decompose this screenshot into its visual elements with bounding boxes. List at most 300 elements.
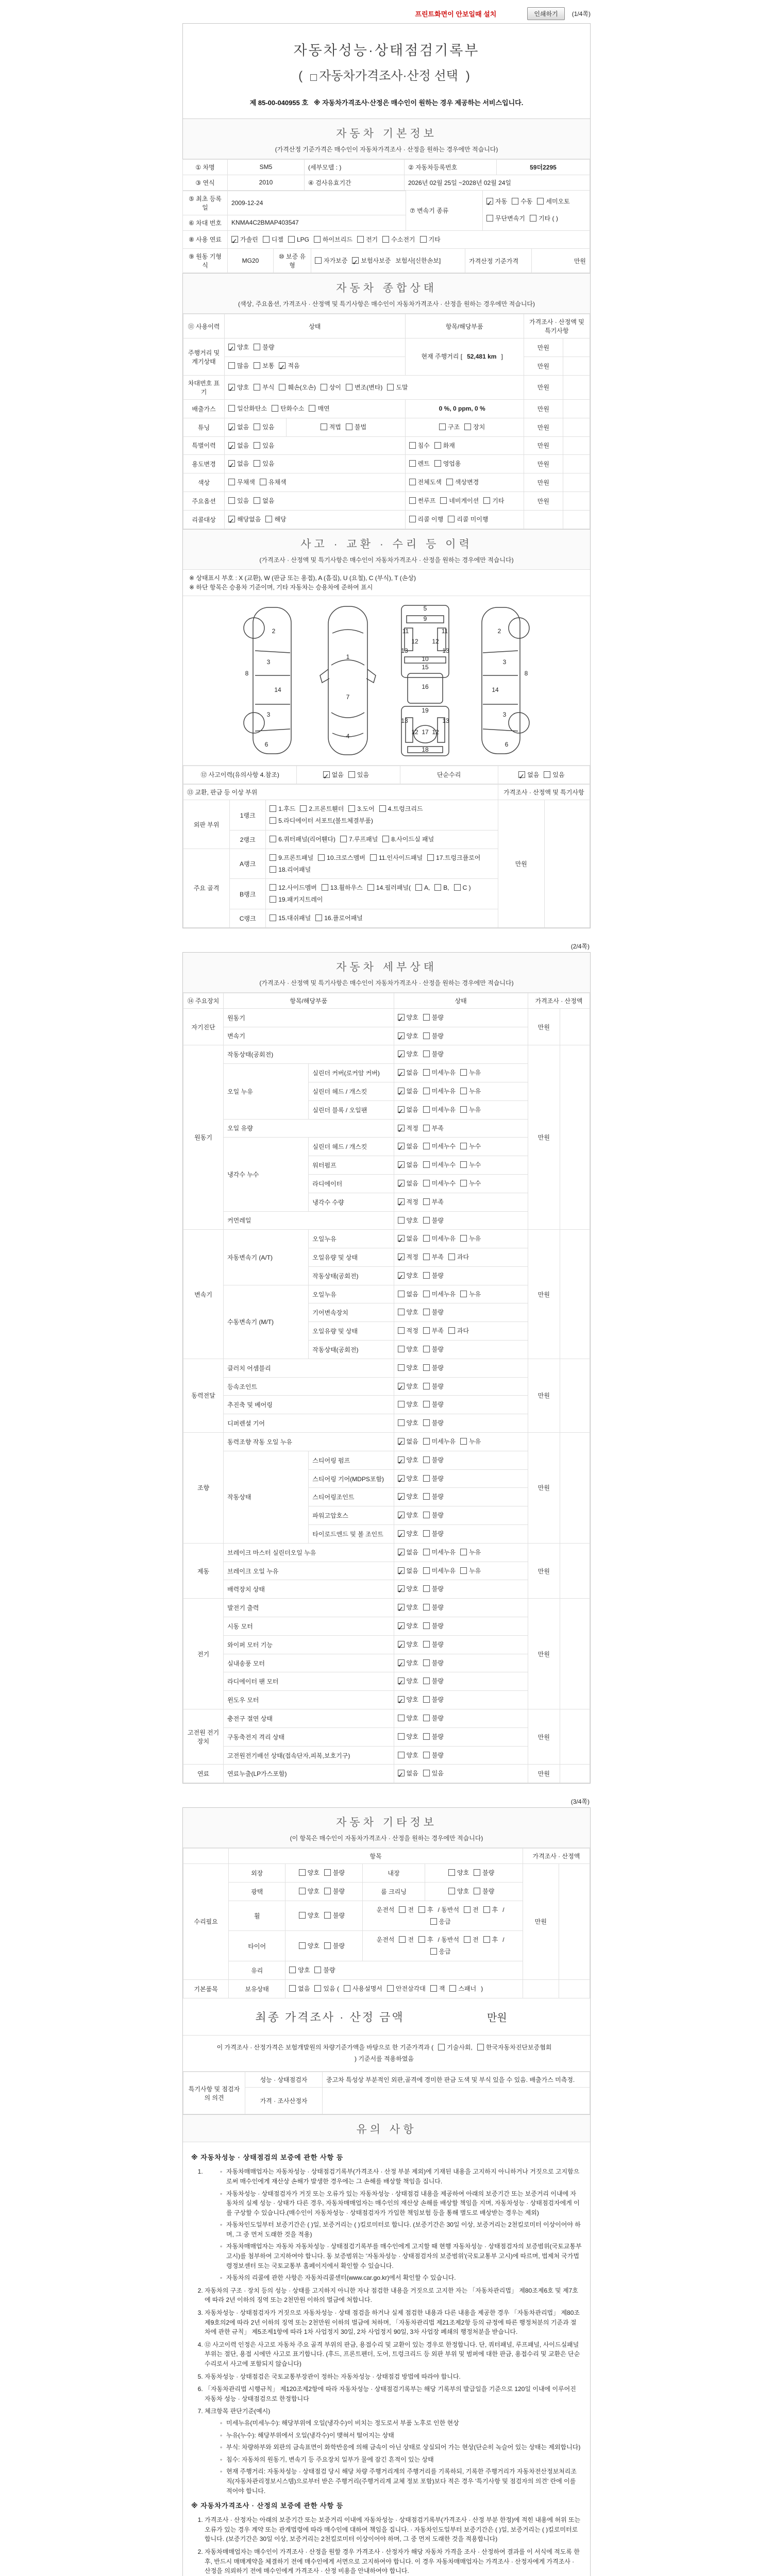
- checkbox-unchecked[interactable]: [448, 1869, 455, 1876]
- checkbox-unchecked[interactable]: [346, 423, 352, 430]
- checkbox-option[interactable]: [228, 495, 249, 507]
- checkbox-option[interactable]: [423, 1159, 456, 1171]
- checkbox-option[interactable]: [427, 852, 480, 864]
- checkbox-option[interactable]: [309, 403, 329, 415]
- checkbox-option[interactable]: [254, 382, 274, 394]
- checkbox-option[interactable]: [299, 1940, 320, 1952]
- checkbox-option[interactable]: [398, 1731, 418, 1743]
- checkbox-option[interactable]: [423, 1362, 444, 1374]
- checkbox-checked[interactable]: [398, 1253, 405, 1260]
- checkbox-option[interactable]: [430, 1946, 451, 1958]
- checkbox-unchecked[interactable]: [423, 1733, 430, 1740]
- checkbox-unchecked[interactable]: [272, 405, 278, 412]
- checkbox-option[interactable]: [518, 769, 539, 781]
- checkbox-unchecked[interactable]: [423, 1659, 430, 1666]
- checkbox-option[interactable]: [398, 1104, 418, 1116]
- checkbox-checked[interactable]: [398, 1530, 405, 1537]
- checkbox-unchecked[interactable]: [254, 460, 260, 467]
- checkbox-option[interactable]: [367, 882, 411, 894]
- checkbox-unchecked[interactable]: [460, 1106, 467, 1113]
- checkbox-unchecked[interactable]: [324, 1888, 331, 1894]
- checkbox-option[interactable]: [398, 1030, 418, 1042]
- checkbox-option[interactable]: [265, 514, 286, 526]
- checkbox-unchecked[interactable]: [322, 884, 328, 891]
- checkbox-option[interactable]: [346, 421, 366, 433]
- checkbox-option[interactable]: [398, 1362, 418, 1374]
- checkbox-checked[interactable]: [228, 460, 235, 467]
- checkbox-unchecked[interactable]: [398, 1419, 405, 1426]
- checkbox-option[interactable]: [423, 1731, 444, 1743]
- checkbox-option[interactable]: [270, 852, 313, 864]
- checkbox-option[interactable]: [423, 1067, 456, 1079]
- checkbox-unchecked[interactable]: [228, 479, 235, 485]
- checkbox-unchecked[interactable]: [423, 1143, 430, 1149]
- checkbox-checked[interactable]: [398, 1125, 405, 1131]
- checkbox-unchecked[interactable]: [418, 1906, 425, 1913]
- checkbox-option[interactable]: [398, 1381, 418, 1393]
- checkbox-option[interactable]: [398, 1491, 418, 1503]
- checkbox-option[interactable]: [460, 1233, 481, 1245]
- checkbox-unchecked[interactable]: [423, 1604, 430, 1611]
- checkbox-checked[interactable]: [398, 1198, 405, 1205]
- checkbox-option[interactable]: [423, 1750, 444, 1761]
- checkbox-option[interactable]: [228, 382, 249, 394]
- checkbox-option[interactable]: [460, 1067, 481, 1079]
- checkbox-unchecked[interactable]: [409, 497, 416, 504]
- checkbox-option[interactable]: [398, 1086, 418, 1097]
- checkbox-option[interactable]: [434, 882, 449, 894]
- checkbox-option[interactable]: [387, 382, 408, 394]
- checkbox-option[interactable]: [460, 1086, 481, 1097]
- checkbox-option[interactable]: [344, 1983, 382, 1995]
- checkbox-option[interactable]: [321, 382, 341, 394]
- checkbox-option[interactable]: [423, 1325, 444, 1337]
- checkbox-unchecked[interactable]: [474, 1888, 480, 1894]
- checkbox-checked[interactable]: [398, 1475, 405, 1482]
- checkbox-unchecked[interactable]: [318, 854, 325, 861]
- checkbox-option[interactable]: [300, 803, 344, 815]
- checkbox-unchecked[interactable]: [423, 1512, 430, 1518]
- checkbox-option[interactable]: [474, 1867, 494, 1879]
- checkbox-unchecked[interactable]: [438, 2044, 445, 2050]
- checkbox-unchecked[interactable]: [299, 1912, 306, 1919]
- checkbox-option[interactable]: [228, 403, 267, 415]
- checkbox-option[interactable]: [398, 1454, 418, 1466]
- checkbox-option[interactable]: [460, 1436, 481, 1448]
- checkbox-option[interactable]: [398, 1233, 418, 1245]
- checkbox-option[interactable]: [299, 1867, 320, 1879]
- checkbox-option[interactable]: [228, 360, 249, 372]
- checkbox-unchecked[interactable]: [434, 442, 441, 449]
- checkbox-unchecked[interactable]: [270, 854, 276, 861]
- checkbox-unchecked[interactable]: [314, 1985, 321, 1992]
- checkbox-checked[interactable]: [398, 1585, 405, 1592]
- checkbox-option[interactable]: [263, 234, 283, 246]
- checkbox-option[interactable]: [321, 421, 341, 433]
- checkbox-unchecked[interactable]: [367, 884, 374, 891]
- checkbox-checked[interactable]: [398, 1161, 405, 1168]
- checkbox-option[interactable]: [398, 1657, 418, 1669]
- checkbox-unchecked[interactable]: [460, 1438, 467, 1445]
- checkbox-option[interactable]: [423, 1417, 444, 1429]
- checkbox-unchecked[interactable]: [387, 384, 394, 391]
- checkbox-unchecked[interactable]: [483, 1906, 490, 1913]
- checkbox-option[interactable]: [346, 382, 382, 394]
- checkbox-option[interactable]: [483, 1934, 498, 1946]
- checkbox-unchecked[interactable]: [430, 1985, 437, 1992]
- checkbox-option[interactable]: [398, 1675, 418, 1687]
- checkbox-option[interactable]: [420, 234, 441, 246]
- checkbox-option[interactable]: [398, 1344, 418, 1355]
- checkbox-unchecked[interactable]: [486, 215, 493, 222]
- checkbox-option[interactable]: [423, 1620, 444, 1632]
- checkbox-unchecked[interactable]: [423, 1401, 430, 1408]
- checkbox-unchecked[interactable]: [398, 1217, 405, 1224]
- checkbox-unchecked[interactable]: [434, 460, 441, 467]
- checkbox-option[interactable]: [409, 477, 442, 488]
- checkbox-option[interactable]: [423, 1141, 456, 1153]
- checkbox-checked[interactable]: [398, 1088, 405, 1094]
- checkbox-option[interactable]: [398, 1547, 418, 1558]
- checkbox-unchecked[interactable]: [460, 1143, 467, 1149]
- checkbox-option[interactable]: [398, 1713, 418, 1724]
- checkbox-unchecked[interactable]: [279, 384, 285, 391]
- checkbox-unchecked[interactable]: [310, 74, 317, 81]
- checkbox-option[interactable]: [423, 1251, 444, 1263]
- checkbox-checked[interactable]: [398, 1438, 405, 1445]
- checkbox-option[interactable]: [439, 421, 460, 433]
- checkbox-option[interactable]: [423, 1104, 456, 1116]
- checkbox-unchecked[interactable]: [270, 817, 276, 824]
- checkbox-unchecked[interactable]: [423, 1032, 430, 1039]
- checkbox-unchecked[interactable]: [344, 1985, 350, 1992]
- checkbox-checked[interactable]: [398, 1180, 405, 1187]
- checkbox-unchecked[interactable]: [228, 405, 235, 412]
- checkbox-checked[interactable]: [486, 198, 493, 205]
- checkbox-option[interactable]: [398, 1768, 418, 1780]
- checkbox-checked[interactable]: [398, 1272, 405, 1279]
- checkbox-checked[interactable]: [228, 344, 235, 350]
- print-button[interactable]: 인쇄하기: [527, 7, 564, 20]
- checkbox-option[interactable]: [464, 421, 485, 433]
- checkbox-unchecked[interactable]: [439, 423, 446, 430]
- checkbox-checked[interactable]: [279, 362, 285, 369]
- checkbox-unchecked[interactable]: [423, 1493, 430, 1500]
- checkbox-unchecked[interactable]: [464, 423, 471, 430]
- checkbox-unchecked[interactable]: [423, 1346, 430, 1352]
- checkbox-unchecked[interactable]: [340, 836, 347, 842]
- checkbox-unchecked[interactable]: [423, 1069, 430, 1076]
- checkbox-option[interactable]: [398, 1417, 418, 1429]
- checkbox-checked[interactable]: [228, 442, 235, 449]
- checkbox-option[interactable]: [318, 852, 365, 864]
- checkbox-option[interactable]: [260, 477, 287, 488]
- checkbox-option[interactable]: [270, 834, 335, 845]
- checkbox-option[interactable]: [398, 1510, 418, 1521]
- checkbox-option[interactable]: [279, 360, 299, 372]
- checkbox-unchecked[interactable]: [423, 1327, 430, 1334]
- checkbox-checked[interactable]: [228, 516, 235, 522]
- checkbox-unchecked[interactable]: [460, 1069, 467, 1076]
- checkbox-option[interactable]: [423, 1583, 444, 1595]
- checkbox-option[interactable]: [270, 815, 373, 827]
- checkbox-option[interactable]: [460, 1104, 481, 1116]
- checkbox-unchecked[interactable]: [423, 1549, 430, 1555]
- checkbox-checked[interactable]: [518, 771, 525, 778]
- checkbox-unchecked[interactable]: [254, 384, 260, 391]
- checkbox-option[interactable]: [398, 1289, 418, 1300]
- checkbox-option[interactable]: [448, 1251, 469, 1263]
- checkbox-option[interactable]: [483, 495, 504, 507]
- checkbox-checked[interactable]: [228, 384, 235, 391]
- checkbox-option[interactable]: [449, 1983, 476, 1995]
- checkbox-option[interactable]: [324, 1867, 345, 1879]
- checkbox-option[interactable]: [423, 1657, 444, 1669]
- checkbox-option[interactable]: [415, 882, 430, 894]
- checkbox-option[interactable]: [379, 803, 423, 815]
- checkbox-checked[interactable]: [398, 1032, 405, 1039]
- checkbox-option[interactable]: [474, 1886, 494, 1897]
- checkbox-unchecked[interactable]: [423, 1567, 430, 1574]
- checkbox-unchecked[interactable]: [430, 1948, 437, 1955]
- checkbox-option[interactable]: [398, 1141, 418, 1153]
- checkbox-unchecked[interactable]: [324, 1869, 331, 1876]
- checkbox-option[interactable]: [423, 1178, 456, 1190]
- checkbox-unchecked[interactable]: [448, 1327, 455, 1334]
- checkbox-unchecked[interactable]: [409, 442, 416, 449]
- checkbox-option[interactable]: [448, 1867, 469, 1879]
- checkbox-option[interactable]: [398, 1399, 418, 1411]
- checkbox-option[interactable]: [423, 1768, 444, 1780]
- checkbox-unchecked[interactable]: [423, 1272, 430, 1279]
- checkbox-option[interactable]: [477, 2042, 552, 2054]
- checkbox-unchecked[interactable]: [448, 516, 455, 522]
- checkbox-unchecked[interactable]: [460, 1180, 467, 1187]
- checkbox-checked[interactable]: [228, 423, 235, 430]
- checkbox-option[interactable]: [423, 1086, 456, 1097]
- checkbox-option[interactable]: [310, 64, 458, 88]
- checkbox-option[interactable]: [398, 1436, 418, 1448]
- checkbox-unchecked[interactable]: [260, 479, 266, 485]
- checkbox-option[interactable]: [398, 1123, 418, 1134]
- checkbox-unchecked[interactable]: [420, 236, 427, 243]
- checkbox-unchecked[interactable]: [324, 1942, 331, 1949]
- checkbox-option[interactable]: [382, 834, 434, 845]
- checkbox-option[interactable]: [423, 1123, 444, 1134]
- checkbox-option[interactable]: [423, 1381, 444, 1393]
- checkbox-unchecked[interactable]: [537, 198, 544, 205]
- checkbox-option[interactable]: [322, 882, 363, 894]
- checkbox-option[interactable]: [483, 1904, 498, 1916]
- checkbox-option[interactable]: [314, 234, 352, 246]
- checkbox-checked[interactable]: [398, 1604, 405, 1611]
- checkbox-unchecked[interactable]: [254, 423, 260, 430]
- checkbox-option[interactable]: [434, 458, 461, 470]
- checkbox-option[interactable]: [270, 803, 295, 815]
- checkbox-unchecked[interactable]: [270, 866, 276, 873]
- checkbox-option[interactable]: [279, 382, 315, 394]
- checkbox-option[interactable]: [228, 342, 249, 353]
- checkbox-unchecked[interactable]: [398, 1346, 405, 1352]
- checkbox-option[interactable]: [254, 342, 274, 353]
- checkbox-option[interactable]: [418, 1904, 433, 1916]
- checkbox-option[interactable]: [272, 403, 304, 415]
- checkbox-unchecked[interactable]: [398, 1401, 405, 1408]
- checkbox-unchecked[interactable]: [440, 497, 447, 504]
- checkbox-unchecked[interactable]: [423, 1770, 430, 1776]
- checkbox-option[interactable]: [423, 1473, 444, 1485]
- checkbox-option[interactable]: [448, 1325, 469, 1337]
- checkbox-option[interactable]: [399, 1934, 414, 1946]
- checkbox-option[interactable]: [460, 1159, 481, 1171]
- checkbox-option[interactable]: [423, 1436, 456, 1448]
- checkbox-option[interactable]: [228, 421, 249, 433]
- print-install-notice[interactable]: 프린트화면이 안보일때 설치: [415, 10, 497, 18]
- checkbox-unchecked[interactable]: [357, 236, 364, 243]
- checkbox-unchecked[interactable]: [448, 1253, 455, 1260]
- checkbox-option[interactable]: [370, 852, 423, 864]
- checkbox-option[interactable]: [423, 1528, 444, 1540]
- checkbox-unchecked[interactable]: [448, 1888, 455, 1894]
- checkbox-option[interactable]: [460, 1141, 481, 1153]
- checkbox-unchecked[interactable]: [423, 1161, 430, 1168]
- checkbox-option[interactable]: [398, 1620, 418, 1632]
- checkbox-unchecked[interactable]: [423, 1475, 430, 1482]
- checkbox-unchecked[interactable]: [409, 460, 416, 467]
- checkbox-option[interactable]: [387, 1983, 426, 1995]
- checkbox-unchecked[interactable]: [254, 442, 260, 449]
- checkbox-checked[interactable]: [398, 1677, 405, 1684]
- checkbox-option[interactable]: [423, 1713, 444, 1724]
- checkbox-unchecked[interactable]: [270, 836, 276, 842]
- checkbox-unchecked[interactable]: [299, 1942, 306, 1949]
- checkbox-unchecked[interactable]: [423, 1622, 430, 1629]
- checkbox-checked[interactable]: [398, 1659, 405, 1666]
- checkbox-unchecked[interactable]: [382, 836, 389, 842]
- checkbox-unchecked[interactable]: [309, 405, 315, 412]
- checkbox-unchecked[interactable]: [398, 1291, 405, 1297]
- checkbox-option[interactable]: [398, 1528, 418, 1540]
- checkbox-option[interactable]: [423, 1491, 444, 1503]
- checkbox-option[interactable]: [288, 234, 309, 246]
- checkbox-unchecked[interactable]: [228, 362, 235, 369]
- checkbox-unchecked[interactable]: [289, 1985, 296, 1992]
- checkbox-option[interactable]: [398, 1307, 418, 1318]
- checkbox-option[interactable]: [430, 1983, 445, 1995]
- checkbox-unchecked[interactable]: [399, 1906, 406, 1913]
- checkbox-option[interactable]: [398, 1178, 418, 1190]
- checkbox-unchecked[interactable]: [423, 1530, 430, 1537]
- checkbox-option[interactable]: [398, 1583, 418, 1595]
- checkbox-option[interactable]: [512, 196, 532, 208]
- checkbox-option[interactable]: [254, 421, 274, 433]
- checkbox-unchecked[interactable]: [398, 1733, 405, 1740]
- checkbox-option[interactable]: [398, 1473, 418, 1485]
- checkbox-option[interactable]: [440, 495, 479, 507]
- checkbox-option[interactable]: [409, 440, 430, 452]
- checkbox-unchecked[interactable]: [423, 1106, 430, 1113]
- checkbox-option[interactable]: [314, 1964, 335, 1976]
- checkbox-unchecked[interactable]: [483, 1936, 490, 1943]
- checkbox-unchecked[interactable]: [423, 1438, 430, 1445]
- checkbox-unchecked[interactable]: [454, 884, 461, 891]
- checkbox-unchecked[interactable]: [423, 1677, 430, 1684]
- checkbox-unchecked[interactable]: [483, 497, 490, 504]
- checkbox-checked[interactable]: [398, 1235, 405, 1242]
- checkbox-option[interactable]: [398, 1750, 418, 1761]
- checkbox-unchecked[interactable]: [460, 1235, 467, 1242]
- checkbox-option[interactable]: [544, 769, 564, 781]
- checkbox-checked[interactable]: [398, 1512, 405, 1518]
- checkbox-option[interactable]: [398, 1325, 418, 1337]
- checkbox-option[interactable]: [324, 1910, 345, 1922]
- checkbox-unchecked[interactable]: [321, 384, 327, 391]
- checkbox-option[interactable]: [231, 234, 258, 246]
- checkbox-option[interactable]: [289, 1964, 310, 1976]
- checkbox-option[interactable]: [315, 255, 347, 267]
- checkbox-option[interactable]: [486, 196, 507, 208]
- checkbox-option[interactable]: [398, 1012, 418, 1024]
- checkbox-unchecked[interactable]: [409, 479, 416, 485]
- checkbox-option[interactable]: [430, 1916, 451, 1928]
- checkbox-option[interactable]: [270, 864, 311, 876]
- checkbox-checked[interactable]: [323, 771, 330, 778]
- checkbox-unchecked[interactable]: [254, 362, 260, 369]
- checkbox-unchecked[interactable]: [423, 1364, 430, 1371]
- checkbox-unchecked[interactable]: [254, 344, 260, 350]
- checkbox-option[interactable]: [418, 1934, 433, 1946]
- checkbox-option[interactable]: [409, 458, 430, 470]
- checkbox-unchecked[interactable]: [423, 1235, 430, 1242]
- checkbox-unchecked[interactable]: [423, 1383, 430, 1389]
- checkbox-option[interactable]: [314, 1983, 339, 1995]
- checkbox-option[interactable]: [460, 1178, 481, 1190]
- checkbox-option[interactable]: [537, 196, 569, 208]
- checkbox-unchecked[interactable]: [288, 236, 295, 243]
- checkbox-unchecked[interactable]: [423, 1088, 430, 1094]
- checkbox-checked[interactable]: [398, 1069, 405, 1076]
- checkbox-option[interactable]: [228, 514, 261, 526]
- checkbox-unchecked[interactable]: [387, 1985, 394, 1992]
- checkbox-option[interactable]: [398, 1694, 418, 1706]
- checkbox-unchecked[interactable]: [315, 257, 322, 264]
- checkbox-unchecked[interactable]: [348, 805, 355, 812]
- checkbox-unchecked[interactable]: [409, 516, 416, 522]
- checkbox-unchecked[interactable]: [415, 884, 422, 891]
- checkbox-unchecked[interactable]: [299, 1869, 306, 1876]
- checkbox-option[interactable]: [530, 213, 558, 225]
- checkbox-option[interactable]: [228, 458, 249, 470]
- checkbox-option[interactable]: [398, 1048, 418, 1060]
- checkbox-option[interactable]: [324, 1940, 345, 1952]
- checkbox-option[interactable]: [398, 1270, 418, 1282]
- checkbox-option[interactable]: [254, 360, 274, 372]
- checkbox-option[interactable]: [460, 1565, 481, 1577]
- checkbox-option[interactable]: [423, 1196, 444, 1208]
- checkbox-option[interactable]: [460, 1289, 481, 1300]
- checkbox-option[interactable]: [289, 1983, 310, 1995]
- checkbox-option[interactable]: [228, 477, 255, 488]
- checkbox-option[interactable]: [340, 834, 378, 845]
- checkbox-unchecked[interactable]: [512, 198, 518, 205]
- checkbox-unchecked[interactable]: [423, 1198, 430, 1205]
- checkbox-option[interactable]: [423, 1694, 444, 1706]
- checkbox-checked[interactable]: [398, 1696, 405, 1703]
- checkbox-unchecked[interactable]: [423, 1585, 430, 1592]
- checkbox-unchecked[interactable]: [460, 1088, 467, 1094]
- checkbox-unchecked[interactable]: [382, 236, 389, 243]
- checkbox-unchecked[interactable]: [270, 896, 276, 903]
